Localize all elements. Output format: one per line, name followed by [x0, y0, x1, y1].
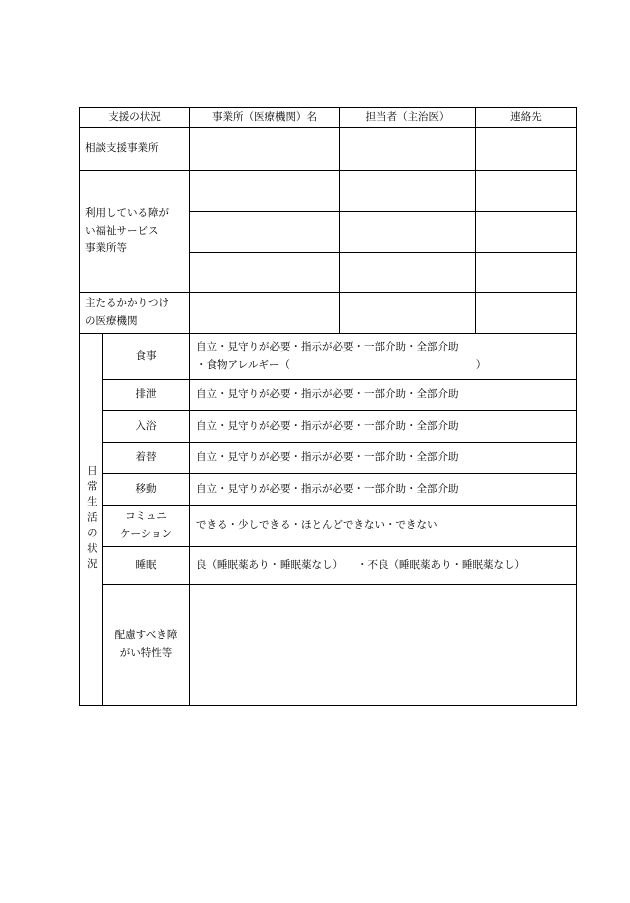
cell-service-person-2[interactable]	[340, 212, 476, 253]
daily-life-label: 日常生活の状況	[85, 465, 98, 574]
cell-service-contact-2[interactable]	[476, 212, 577, 253]
label-line: の医療機関	[85, 315, 138, 327]
row-toilet	[80, 380, 577, 411]
label-line: がい特性等	[119, 647, 173, 659]
daily-life-group-label	[80, 334, 103, 706]
cell-service-person-1[interactable]	[340, 171, 476, 212]
label-move: 移動	[103, 474, 190, 506]
meal-options-text: 自立・見守りが必要・指示が必要・一部介助・全部介助	[196, 340, 459, 353]
label-consultation-office: 相談支援事業所	[80, 128, 190, 171]
allergy-close: ）	[475, 358, 487, 371]
cell-consult-contact[interactable]	[476, 128, 577, 171]
cell-medical-contact[interactable]	[476, 293, 577, 334]
allergy-label: ・食物アレルギー（	[196, 358, 290, 371]
cell-care-considerations[interactable]	[190, 585, 577, 706]
cell-service-office-name-3[interactable]	[190, 253, 340, 293]
cell-toilet-options[interactable]: 自立・見守りが必要・指示が必要・一部介助・全部介助	[190, 380, 577, 411]
support-status-form	[79, 107, 577, 706]
cell-move-options[interactable]: 自立・見守りが必要・指示が必要・一部介助・全部介助	[190, 474, 577, 506]
row-medical-institution	[80, 293, 577, 334]
cell-sleep-options[interactable]	[190, 547, 577, 585]
label-line: 利用している障が	[85, 206, 169, 219]
cell-medical-doctor[interactable]	[340, 293, 476, 334]
cell-medical-name[interactable]	[190, 293, 340, 334]
sleep-bad-option: ・不良（睡眠薬あり・睡眠薬なし）	[357, 558, 525, 571]
row-care-considerations	[80, 585, 577, 706]
row-meal	[80, 334, 577, 380]
cell-service-office-name-2[interactable]	[190, 212, 340, 253]
cell-communication-options[interactable]: できる・少しできる・ほとんどできない・できない	[190, 506, 577, 547]
allergy-line	[196, 357, 576, 375]
row-consultation-office	[80, 128, 577, 171]
header-support-status: 支援の状況	[80, 108, 190, 128]
cell-service-person-3[interactable]	[340, 253, 476, 293]
row-move	[80, 474, 577, 506]
cell-service-contact-3[interactable]	[476, 253, 577, 293]
label-communication	[103, 506, 190, 547]
cell-meal-options[interactable]	[190, 334, 577, 380]
label-line: ケーション	[119, 528, 173, 540]
label-line: 事業所等	[85, 242, 127, 255]
sleep-good-option: 良（睡眠薬あり・睡眠薬なし）	[196, 558, 343, 571]
label-welfare-service-office	[80, 171, 190, 293]
header-person-in-charge: 担当者（主治医）	[340, 108, 476, 128]
row-bath	[80, 411, 577, 443]
cell-consult-person[interactable]	[340, 128, 476, 171]
label-line: コミュニ	[125, 510, 167, 523]
row-sleep	[80, 547, 577, 585]
cell-consult-office-name[interactable]	[190, 128, 340, 171]
label-sleep: 睡眠	[103, 547, 190, 585]
row-communication	[80, 506, 577, 547]
cell-dress-options[interactable]: 自立・見守りが必要・指示が必要・一部介助・全部介助	[190, 443, 577, 474]
header-office-name: 事業所（医療機関）名	[190, 108, 340, 128]
cell-bath-options[interactable]: 自立・見守りが必要・指示が必要・一部介助・全部介助	[190, 411, 577, 443]
label-meal: 食事	[103, 334, 190, 380]
label-toilet: 排泄	[103, 380, 190, 411]
cell-service-contact-1[interactable]	[476, 171, 577, 212]
label-care-considerations	[103, 585, 190, 706]
header-row	[80, 108, 577, 128]
row-dress	[80, 443, 577, 474]
label-medical-institution	[80, 293, 190, 334]
label-bath: 入浴	[103, 411, 190, 443]
label-dress: 着替	[103, 443, 190, 474]
header-contact: 連絡先	[476, 108, 577, 128]
label-line: い福祉サービス	[85, 224, 159, 237]
row-service-office-1	[80, 171, 577, 212]
label-line: 主たるかかりつけ	[85, 297, 169, 310]
label-line: 配慮すべき障	[114, 629, 178, 642]
cell-service-office-name-1[interactable]	[190, 171, 340, 212]
